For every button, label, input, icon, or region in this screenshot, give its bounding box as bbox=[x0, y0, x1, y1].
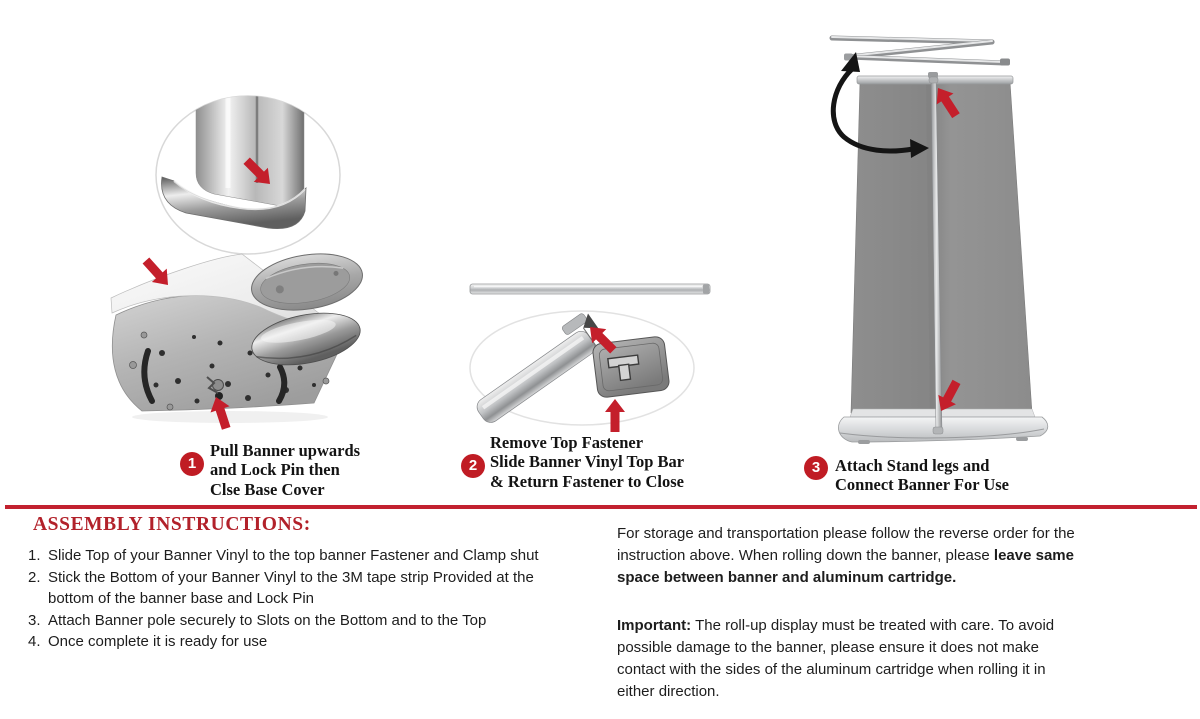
stand-base bbox=[838, 409, 1047, 444]
note-line bbox=[617, 615, 1075, 637]
note-text: instruction above. When rolling down the banner, please bbox=[617, 547, 994, 564]
caption-line: Slide Banner Vinyl Top Bar bbox=[490, 452, 685, 472]
step1-caption bbox=[180, 441, 360, 499]
item-number: 2. bbox=[28, 568, 41, 586]
item-text: bottom of the banner base and Lock Pin bbox=[48, 590, 315, 608]
note-line: contact with the sides of the aluminum cartridge when rolling it in bbox=[617, 661, 1046, 678]
notes-column bbox=[617, 523, 1075, 703]
assembly-heading: ASSEMBLY INSTRUCTIONS: bbox=[33, 514, 311, 535]
caption-line: Remove Top Fastener bbox=[490, 433, 644, 452]
list-item bbox=[28, 567, 539, 610]
caption-line: Connect Banner For Use bbox=[835, 475, 1010, 495]
folded-pole-segments bbox=[832, 37, 1010, 66]
banner-panel bbox=[851, 72, 1032, 413]
step1-illustration bbox=[100, 85, 460, 440]
storage-note bbox=[617, 523, 1075, 589]
step3-number-badge: 3 bbox=[804, 456, 828, 480]
note-text-bold: leave same bbox=[993, 547, 1074, 564]
step1-number-badge: 1 bbox=[180, 452, 204, 476]
item-number: 1. bbox=[28, 547, 41, 564]
step3-illustration bbox=[780, 25, 1100, 450]
important-label: Important: bbox=[617, 617, 692, 634]
caption-line: & Return Fastener to Close bbox=[490, 471, 684, 491]
item-number: 4. bbox=[28, 633, 41, 651]
item-text: Once complete it is ready for use bbox=[48, 633, 268, 651]
list-item bbox=[28, 631, 539, 653]
assembly-list bbox=[28, 545, 539, 653]
item-text: Attach Banner pole securely to Slots on the Bottom and to the Top bbox=[48, 611, 487, 629]
item-number: 3. bbox=[28, 611, 41, 629]
important-note bbox=[617, 615, 1075, 703]
item-text: Slide Top of your Banner Vinyl to the top banner Fastener and Clamp shut bbox=[48, 547, 539, 564]
caption-line: Clse Base Cover bbox=[210, 479, 325, 499]
step2-illustration bbox=[440, 275, 732, 433]
note-line: either direction. bbox=[617, 683, 720, 700]
step2-number-badge: 2 bbox=[461, 454, 485, 478]
caption-line: Pull Banner upwards bbox=[210, 441, 361, 460]
note-line bbox=[617, 545, 1075, 567]
caption-line: Attach Stand legs and bbox=[835, 456, 990, 475]
note-line: possible damage to the banner, please ensure it does not make bbox=[617, 639, 1039, 656]
red-divider-line bbox=[5, 505, 1197, 509]
top-bar bbox=[470, 284, 710, 294]
caption-line: and Lock Pin then bbox=[210, 460, 340, 480]
note-line: For storage and transportation please follow the reverse order for the bbox=[617, 525, 1075, 542]
step2-caption bbox=[461, 433, 684, 491]
item-text: Stick the Bottom of your Banner Vinyl to the 3M tape strip Provided at the bbox=[48, 568, 534, 586]
step3-caption bbox=[804, 456, 1009, 495]
note-text: The roll-up display must be treated with care. To avoid bbox=[691, 617, 1055, 634]
note-line: space between banner and aluminum cartridge. bbox=[617, 569, 957, 586]
list-item bbox=[28, 610, 539, 632]
list-item bbox=[28, 545, 539, 567]
